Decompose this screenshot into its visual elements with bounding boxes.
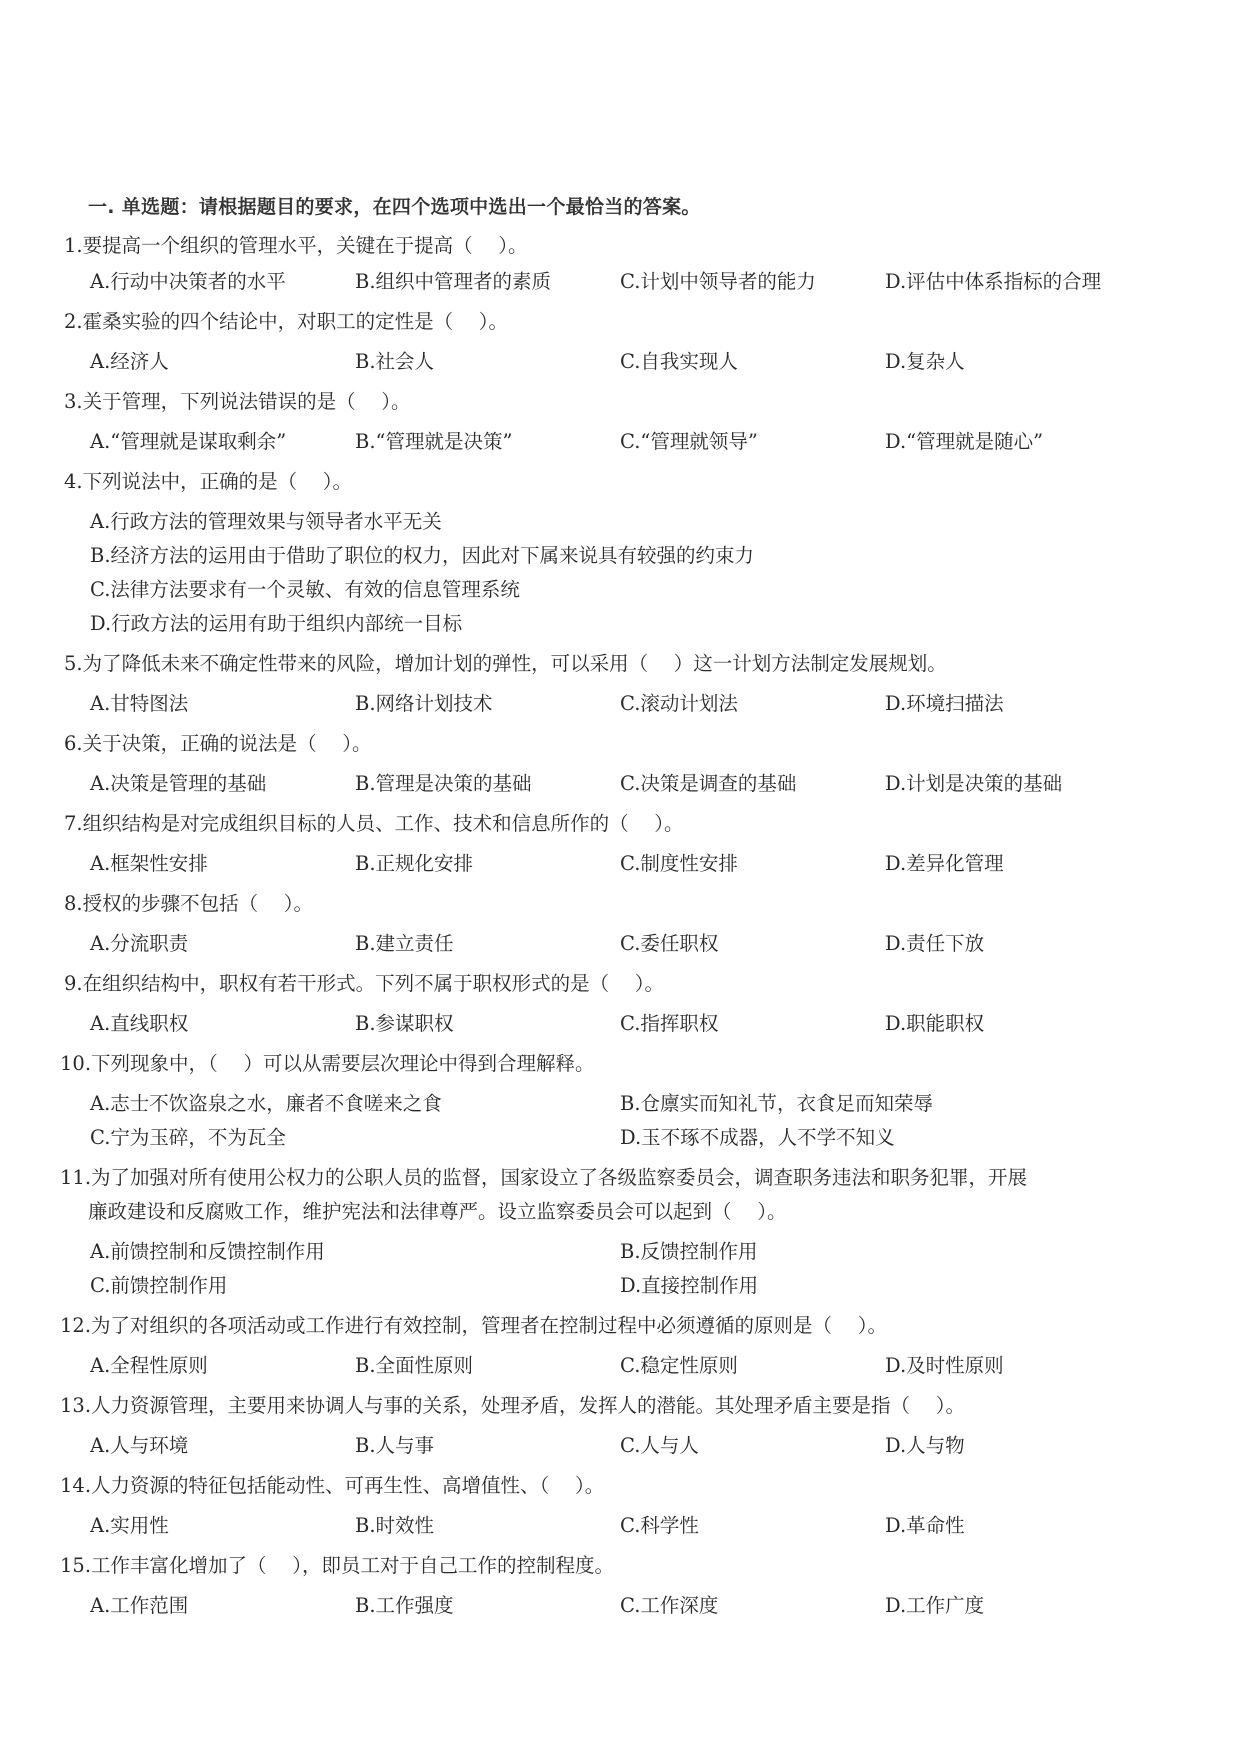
option-c[interactable]: C.自我实现人 — [620, 350, 738, 373]
option-a[interactable]: A.人与环境 — [90, 1434, 189, 1457]
option-b[interactable]: B.经济方法的运用由于借助了职位的权力，因此对下属来说具有较强的约束力 — [90, 544, 755, 567]
option-c[interactable]: C.计划中领导者的能力 — [620, 270, 816, 293]
question-9-stem: 9.在组织结构中，职权有若干形式。下列不属于职权形式的是（ ）。 — [64, 972, 665, 995]
question-12-stem: 12.为了对组织的各项活动或工作进行有效控制，管理者在控制过程中必须遵循的原则是（ ）。 — [60, 1314, 887, 1337]
question-11-stem-cont: 廉政建设和反腐败工作，维护宪法和法律尊严。设立监察委员会可以起到（ ）。 — [88, 1200, 787, 1223]
question-8-stem: 8.授权的步骤不包括（ ）。 — [64, 892, 314, 915]
option-b[interactable]: B.人与事 — [355, 1434, 435, 1457]
option-b[interactable]: B.工作强度 — [355, 1594, 454, 1617]
option-a[interactable]: A.经济人 — [90, 350, 169, 373]
option-d[interactable]: D.复杂人 — [885, 350, 965, 373]
question-4-stem: 4.下列说法中，正确的是（ ）。 — [64, 470, 353, 493]
question-5-stem: 5.为了降低未来不确定性带来的风险，增加计划的弹性，可以采用（ ）这一计划方法制定发展规划。 — [64, 652, 947, 675]
option-a[interactable]: A.行政方法的管理效果与领导者水平无关 — [90, 510, 442, 533]
option-d[interactable]: D.评估中体系指标的合理 — [885, 270, 1102, 293]
option-d[interactable]: D.及时性原则 — [885, 1354, 1004, 1377]
question-1-stem: 1.要提高一个组织的管理水平，关键在于提高（ ）。 — [64, 234, 528, 257]
option-b[interactable]: B.全面性原则 — [355, 1354, 474, 1377]
option-b[interactable]: B.时效性 — [355, 1514, 435, 1537]
section-title: 一. 单选题：请根据题目的要求，在四个选项中选出一个最恰当的答案。 — [88, 196, 701, 218]
option-d[interactable]: D.环境扫描法 — [885, 692, 1004, 715]
option-a[interactable]: A.决策是管理的基础 — [90, 772, 267, 795]
option-b[interactable]: B.参谋职权 — [355, 1012, 454, 1035]
option-b[interactable]: B.反馈控制作用 — [620, 1240, 758, 1263]
question-11-stem: 11.为了加强对所有使用公权力的公职人员的监督，国家设立了各级监察委员会，调查职务违法和职务犯罪，开展 — [60, 1166, 1028, 1189]
option-a[interactable]: A.框架性安排 — [90, 852, 208, 875]
option-a[interactable]: A.分流职责 — [90, 932, 189, 955]
option-c[interactable]: C.制度性安排 — [620, 852, 738, 875]
option-c[interactable]: C.决策是调查的基础 — [620, 772, 797, 795]
option-a[interactable]: A.工作范围 — [90, 1594, 189, 1617]
option-d[interactable]: D.人与物 — [885, 1434, 965, 1457]
option-a[interactable]: A.志士不饮盗泉之水，廉者不食嗟来之食 — [90, 1092, 442, 1115]
option-a[interactable]: A.甘特图法 — [90, 692, 189, 715]
option-c[interactable]: C.人与人 — [620, 1434, 699, 1457]
option-a[interactable]: A.“管理就是谋取剩余” — [90, 430, 287, 453]
question-15-stem: 15.工作丰富化增加了（ ），即员工对于自己工作的控制程度。 — [60, 1554, 614, 1577]
option-a[interactable]: A.实用性 — [90, 1514, 169, 1537]
question-6-stem: 6.关于决策，正确的说法是（ ）。 — [64, 732, 372, 755]
question-3-stem: 3.关于管理，下列说法错误的是（ ）。 — [64, 390, 411, 413]
option-c[interactable]: C.滚动计划法 — [620, 692, 738, 715]
option-c[interactable]: C.委任职权 — [620, 932, 719, 955]
option-a[interactable]: A.行动中决策者的水平 — [90, 270, 286, 293]
option-c[interactable]: C.指挥职权 — [620, 1012, 719, 1035]
question-14-stem: 14.人力资源的特征包括能动性、可再生性、高增值性、（ ）。 — [60, 1474, 605, 1497]
option-a[interactable]: A.全程性原则 — [90, 1354, 208, 1377]
option-b[interactable]: B.正规化安排 — [355, 852, 474, 875]
option-b[interactable]: B.“管理就是决策” — [355, 430, 513, 453]
option-c[interactable]: C.工作深度 — [620, 1594, 719, 1617]
option-b[interactable]: B.建立责任 — [355, 932, 454, 955]
option-b[interactable]: B.社会人 — [355, 350, 435, 373]
option-d[interactable]: D.责任下放 — [885, 932, 985, 955]
option-c[interactable]: C.“管理就领导” — [620, 430, 758, 453]
option-d[interactable]: D.玉不琢不成器，人不学不知义 — [620, 1126, 895, 1149]
option-b[interactable]: B.网络计划技术 — [355, 692, 493, 715]
option-d[interactable]: D.“管理就是随心” — [885, 430, 1044, 453]
question-13-stem: 13.人力资源管理，主要用来协调人与事的关系，处理矛盾，发挥人的潜能。其处理矛盾主要是指（ ）。 — [60, 1394, 965, 1417]
option-d[interactable]: D.职能职权 — [885, 1012, 985, 1035]
question-2-stem: 2.霍桑实验的四个结论中，对职工的定性是（ ）。 — [64, 310, 509, 333]
option-c[interactable]: C.科学性 — [620, 1514, 699, 1537]
option-b[interactable]: B.仓廪实而知礼节，衣食足而知荣辱 — [620, 1092, 934, 1115]
option-d[interactable]: D.革命性 — [885, 1514, 965, 1537]
option-c[interactable]: C.宁为玉碎，不为瓦全 — [90, 1126, 286, 1149]
option-a[interactable]: A.直线职权 — [90, 1012, 189, 1035]
option-c[interactable]: C.法律方法要求有一个灵敏、有效的信息管理系统 — [90, 578, 520, 601]
option-d[interactable]: D.工作广度 — [885, 1594, 985, 1617]
option-b[interactable]: B.组织中管理者的素质 — [355, 270, 552, 293]
option-b[interactable]: B.管理是决策的基础 — [355, 772, 532, 795]
question-7-stem: 7.组织结构是对完成组织目标的人员、工作、技术和信息所作的（ ）。 — [64, 812, 684, 835]
option-c[interactable]: C.前馈控制作用 — [90, 1274, 228, 1297]
option-c[interactable]: C.稳定性原则 — [620, 1354, 738, 1377]
option-d[interactable]: D.计划是决策的基础 — [885, 772, 1063, 795]
option-d[interactable]: D.差异化管理 — [885, 852, 1004, 875]
option-d[interactable]: D.行政方法的运用有助于组织内部统一目标 — [90, 612, 463, 635]
question-10-stem: 10.下列现象中，（ ）可以从需要层次理论中得到合理解释。 — [60, 1052, 595, 1075]
option-d[interactable]: D.直接控制作用 — [620, 1274, 759, 1297]
option-a[interactable]: A.前馈控制和反馈控制作用 — [90, 1240, 325, 1263]
